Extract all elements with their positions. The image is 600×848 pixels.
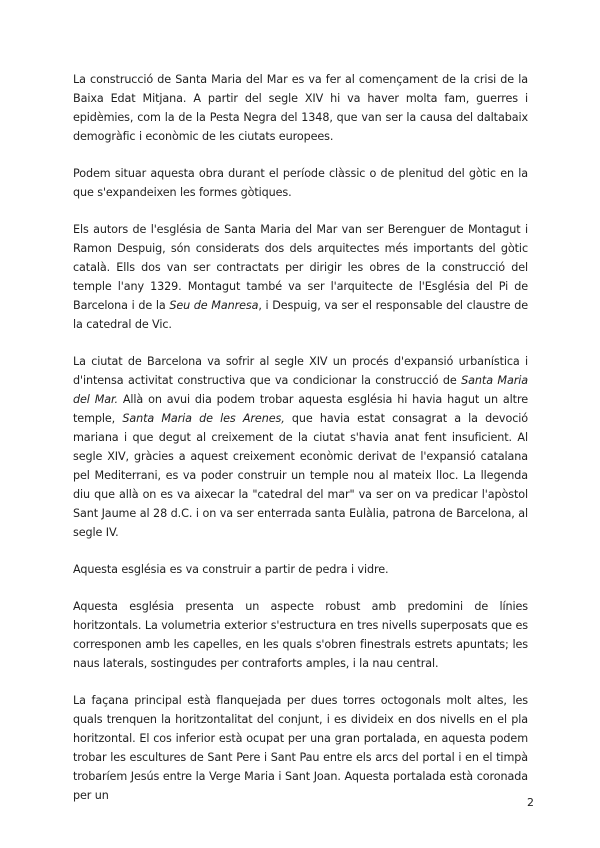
- page-number: 2: [527, 796, 534, 809]
- text-run: La façana principal està flanquejada per dues torres octogonals molt altes, les quals trenquen la horitzontalitat del conjunt, i es divideix en dos nivells en el pla horitzontal. El cos inferior està ocupat per una gran portalada, en aquesta podem trobar les escultures de Sant Pere i Sant Pau entre els arcs del portal i en el timpà trobaríem Jesús entre la Verge Maria i Sant Joan. Aquesta portalada està coronada per un: [73, 694, 528, 802]
- text-run: que havia estat consagrat a la devoció mariana i que degut al creixement de la ciutat s'havia anat fent insuficient. Al segle XIV, gràcies a aquest creixement econòmic derivat de l'expansió catalana pel Mediterrani, es va poder construir un temple nou al mateix lloc. La llegenda diu que allà on es va aixecar la "catedral del mar" va ser on va predicar l'apòstol Sant Jaume al 28 d.C. i on va ser enterrada santa Eulàlia, patrona de Barcelona, al segle IV.: [73, 412, 529, 539]
- italic-text: Santa Maria de les Arenes,: [122, 412, 285, 425]
- text-run: La ciutat de Barcelona va sofrir al segle XIV un procés d'expansió urbanística i d'intensa activitat constructiva que va condicionar la construcció de: [73, 355, 528, 387]
- italic-text: Seu de Manresa: [169, 299, 259, 312]
- text-run: Allà on avui dia podem trobar aquesta església hi havia hagut un altre temple,: [73, 393, 528, 425]
- paragraph-5: [73, 560, 528, 579]
- text-run: La construcció de Santa Maria del Mar es va fer al començament de la crisi de la Baixa Edat Mitjana. A partir del segle XIV hi va haver molta fam, guerres i epidèmies, com la de la Pesta Negra del 1348, que van ser la causa del daltabaix demogràfic i econòmic de les ciutats europees.: [73, 73, 528, 143]
- paragraph-4: [73, 352, 528, 542]
- paragraph-7: [73, 691, 528, 805]
- text-run: Aquesta església es va construir a partir de pedra i vidre.: [73, 563, 389, 576]
- paragraph-3: [73, 220, 528, 334]
- document-body: [73, 70, 528, 823]
- text-run: , i Despuig, va ser el responsable del claustre de la catedral de Vic.: [73, 299, 528, 331]
- italic-text: Santa Maria del Mar.: [73, 374, 528, 406]
- paragraph-2: [73, 164, 528, 202]
- text-run: Podem situar aquesta obra durant el període clàssic o de plenitud del gòtic en la que s'expandeixen les formes gòtiques.: [73, 167, 528, 199]
- paragraph-6: [73, 597, 528, 673]
- paragraph-1: [73, 70, 528, 146]
- text-run: Els autors de l'església de Santa Maria del Mar van ser Berenguer de Montagut i Ramon Despuig, són considerats dos dels arquitectes més importants del gòtic català. Ells dos van ser contractats per dirigir les obres de la construcció del temple l'any 1329. Montagut també va ser l'arquitecte de l'Església del Pi de Barcelona i de la: [73, 223, 528, 312]
- text-run: Aquesta església presenta un aspecte robust amb predomini de línies horitzontals. La volumetria exterior s'estructura en tres nivells superposats que es corresponen amb les capelles, en les quals s'obren finestrals estrets apuntats; les naus laterals, sostingudes per contraforts amples, i la nau central.: [73, 600, 528, 670]
